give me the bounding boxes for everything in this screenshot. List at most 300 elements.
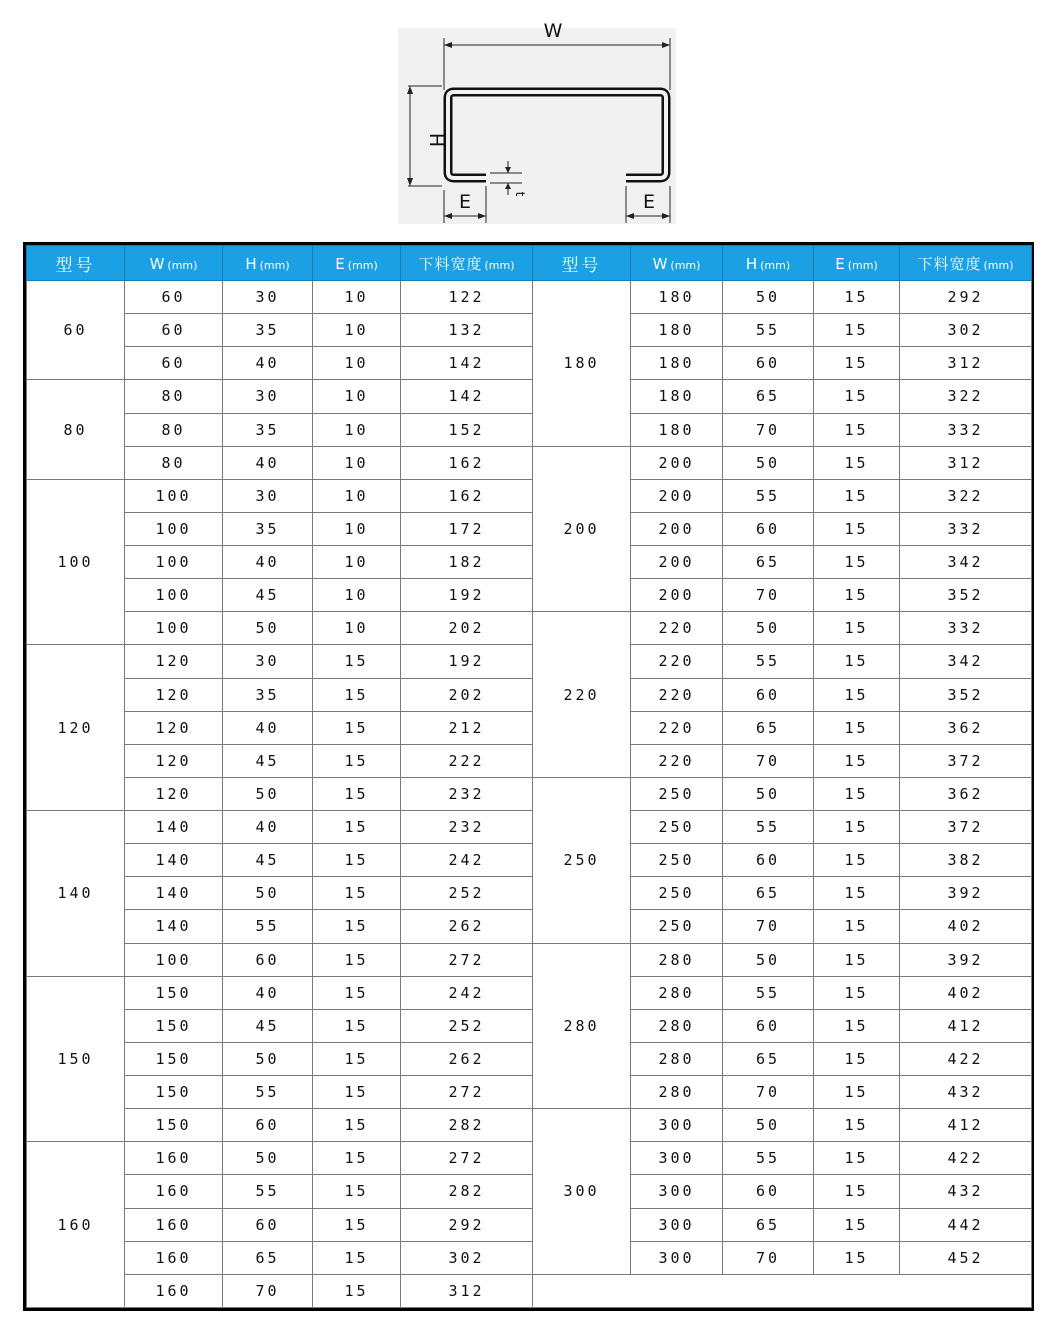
h-cell: 45 [223, 579, 313, 612]
empty-cell [533, 1274, 1032, 1307]
blank-width-cell: 412 [900, 1009, 1032, 1042]
e-cell: 15 [814, 413, 900, 446]
w-cell: 150 [125, 1009, 223, 1042]
e-cell: 15 [313, 777, 401, 810]
table-row [27, 281, 1032, 314]
e-cell: 15 [313, 910, 401, 943]
e-cell: 15 [313, 1009, 401, 1042]
h-cell: 65 [723, 877, 814, 910]
h-cell: 70 [723, 579, 814, 612]
blank-width-cell: 192 [401, 579, 533, 612]
e-cell: 15 [313, 645, 401, 678]
e-cell: 15 [313, 976, 401, 1009]
table-row [27, 314, 1032, 347]
h-cell: 65 [723, 380, 814, 413]
table-row [27, 1076, 1032, 1109]
w-cell: 100 [125, 612, 223, 645]
column-header-unit: (mm) [760, 258, 791, 272]
column-header [631, 246, 723, 281]
column-header [223, 246, 313, 281]
table-body [27, 281, 1032, 1308]
w-cell: 250 [631, 877, 723, 910]
h-cell: 65 [723, 546, 814, 579]
w-cell: 160 [125, 1241, 223, 1274]
h-cell: 70 [723, 744, 814, 777]
e-cell: 15 [814, 479, 900, 512]
e-cell: 15 [814, 711, 900, 744]
w-cell: 200 [631, 479, 723, 512]
blank-width-cell: 332 [900, 413, 1032, 446]
blank-width-cell: 142 [401, 380, 533, 413]
w-cell: 300 [631, 1241, 723, 1274]
table-row [27, 744, 1032, 777]
table-row [27, 910, 1032, 943]
w-cell: 280 [631, 1009, 723, 1042]
c-channel-drawing [398, 18, 680, 228]
w-cell: 220 [631, 612, 723, 645]
blank-width-cell: 422 [900, 1142, 1032, 1175]
table-row [27, 678, 1032, 711]
w-cell: 120 [125, 744, 223, 777]
table-row [27, 1175, 1032, 1208]
w-cell: 250 [631, 811, 723, 844]
w-cell: 60 [125, 347, 223, 380]
blank-width-cell: 362 [900, 711, 1032, 744]
blank-width-cell: 162 [401, 446, 533, 479]
blank-width-cell: 342 [900, 546, 1032, 579]
w-cell: 200 [631, 546, 723, 579]
h-cell: 50 [723, 1109, 814, 1142]
e-cell: 15 [313, 1241, 401, 1274]
w-cell: 140 [125, 877, 223, 910]
blank-width-cell: 152 [401, 413, 533, 446]
c-channel-diagram [398, 18, 680, 228]
e-cell: 15 [313, 1042, 401, 1075]
model-cell: 80 [27, 380, 125, 479]
blank-width-cell: 422 [900, 1042, 1032, 1075]
h-cell: 60 [723, 1009, 814, 1042]
e-cell: 15 [814, 1241, 900, 1274]
h-cell: 60 [223, 943, 313, 976]
e-cell: 15 [814, 910, 900, 943]
h-label: H [425, 132, 447, 148]
w-cell: 280 [631, 1076, 723, 1109]
h-cell: 60 [723, 844, 814, 877]
e-cell: 15 [814, 844, 900, 877]
column-header [814, 246, 900, 281]
e-cell: 10 [313, 413, 401, 446]
h-cell: 30 [223, 645, 313, 678]
blank-width-cell: 382 [900, 844, 1032, 877]
e-cell: 15 [313, 678, 401, 711]
w-cell: 140 [125, 910, 223, 943]
w-cell: 80 [125, 413, 223, 446]
e-cell: 15 [814, 281, 900, 314]
w-cell: 180 [631, 314, 723, 347]
blank-width-cell: 212 [401, 711, 533, 744]
e-cell: 15 [814, 811, 900, 844]
table-row [27, 512, 1032, 545]
table-row [27, 413, 1032, 446]
e-left-label: E [458, 191, 472, 213]
blank-width-cell: 452 [900, 1241, 1032, 1274]
column-header-label: 型号 [55, 255, 96, 276]
h-cell: 50 [723, 446, 814, 479]
e-cell: 15 [313, 1274, 401, 1307]
column-header-unit: (mm) [259, 258, 290, 272]
h-cell: 35 [223, 678, 313, 711]
h-cell: 35 [223, 512, 313, 545]
h-cell: 35 [223, 413, 313, 446]
blank-width-cell: 272 [401, 1076, 533, 1109]
w-cell: 280 [631, 1042, 723, 1075]
blank-width-cell: 402 [900, 976, 1032, 1009]
e-cell: 15 [313, 877, 401, 910]
blank-width-cell: 292 [401, 1208, 533, 1241]
e-cell: 15 [814, 1009, 900, 1042]
blank-width-cell: 332 [900, 512, 1032, 545]
column-header-label: E [835, 254, 846, 273]
blank-width-cell: 132 [401, 314, 533, 347]
w-cell: 280 [631, 976, 723, 1009]
model-cell: 120 [27, 645, 125, 811]
blank-width-cell: 392 [900, 877, 1032, 910]
w-cell: 250 [631, 910, 723, 943]
h-cell: 70 [723, 910, 814, 943]
blank-width-cell: 122 [401, 281, 533, 314]
model-cell: 300 [533, 1109, 631, 1275]
e-cell: 10 [313, 612, 401, 645]
w-cell: 160 [125, 1175, 223, 1208]
h-cell: 40 [223, 546, 313, 579]
table-row [27, 579, 1032, 612]
blank-width-cell: 262 [401, 1042, 533, 1075]
w-cell: 160 [125, 1208, 223, 1241]
w-cell: 180 [631, 281, 723, 314]
column-header [313, 246, 401, 281]
e-right-label: E [642, 191, 656, 213]
table-row [27, 811, 1032, 844]
e-cell: 10 [313, 281, 401, 314]
e-cell: 15 [814, 1175, 900, 1208]
model-cell: 250 [533, 777, 631, 943]
blank-width-cell: 272 [401, 1142, 533, 1175]
table-row [27, 645, 1032, 678]
blank-width-cell: 242 [401, 844, 533, 877]
e-cell: 15 [814, 1076, 900, 1109]
table-row [27, 1208, 1032, 1241]
table-row [27, 546, 1032, 579]
column-header-unit: (mm) [347, 258, 378, 272]
table-row [27, 844, 1032, 877]
e-cell: 10 [313, 546, 401, 579]
h-cell: 45 [223, 744, 313, 777]
w-cell: 100 [125, 546, 223, 579]
model-cell: 220 [533, 612, 631, 778]
e-cell: 10 [313, 579, 401, 612]
blank-width-cell: 312 [401, 1274, 533, 1307]
column-header [27, 246, 125, 281]
w-cell: 120 [125, 678, 223, 711]
h-cell: 45 [223, 1009, 313, 1042]
w-cell: 220 [631, 711, 723, 744]
h-cell: 60 [723, 347, 814, 380]
table-row [27, 612, 1032, 645]
h-cell: 55 [723, 811, 814, 844]
e-cell: 15 [814, 1142, 900, 1175]
blank-width-cell: 292 [900, 281, 1032, 314]
w-cell: 120 [125, 711, 223, 744]
w-cell: 300 [631, 1175, 723, 1208]
column-header-unit: (mm) [670, 258, 701, 272]
e-cell: 15 [313, 1109, 401, 1142]
h-cell: 60 [223, 1208, 313, 1241]
table-row [27, 777, 1032, 810]
h-cell: 60 [723, 678, 814, 711]
table-row [27, 1042, 1032, 1075]
column-header-unit: (mm) [847, 258, 878, 272]
h-cell: 50 [723, 943, 814, 976]
e-cell: 10 [313, 446, 401, 479]
column-header [125, 246, 223, 281]
h-cell: 70 [723, 413, 814, 446]
blank-width-cell: 372 [900, 744, 1032, 777]
blank-width-cell: 432 [900, 1175, 1032, 1208]
h-cell: 50 [223, 612, 313, 645]
blank-width-cell: 322 [900, 479, 1032, 512]
model-cell: 150 [27, 976, 125, 1142]
t-label: t [513, 191, 527, 197]
blank-width-cell: 352 [900, 678, 1032, 711]
e-cell: 15 [814, 512, 900, 545]
e-cell: 15 [313, 844, 401, 877]
h-cell: 65 [723, 711, 814, 744]
e-cell: 15 [313, 744, 401, 777]
column-header-label: 型号 [561, 255, 602, 276]
blank-width-cell: 222 [401, 744, 533, 777]
e-cell: 15 [313, 1076, 401, 1109]
e-cell: 15 [313, 1208, 401, 1241]
column-header [723, 246, 814, 281]
column-header-label: E [335, 254, 346, 273]
e-cell: 10 [313, 479, 401, 512]
h-cell: 60 [223, 1109, 313, 1142]
table-row [27, 976, 1032, 1009]
e-cell: 15 [313, 1175, 401, 1208]
blank-width-cell: 192 [401, 645, 533, 678]
h-cell: 70 [723, 1076, 814, 1109]
blank-width-cell: 302 [401, 1241, 533, 1274]
w-cell: 60 [125, 281, 223, 314]
e-cell: 15 [814, 1208, 900, 1241]
w-cell: 100 [125, 512, 223, 545]
column-header-unit: (mm) [167, 258, 198, 272]
blank-width-cell: 202 [401, 612, 533, 645]
blank-width-cell: 252 [401, 877, 533, 910]
blank-width-cell: 312 [900, 347, 1032, 380]
w-cell: 100 [125, 479, 223, 512]
w-cell: 80 [125, 380, 223, 413]
e-cell: 15 [814, 744, 900, 777]
column-header-label: 下料宽度 [917, 254, 982, 273]
blank-width-cell: 232 [401, 777, 533, 810]
e-cell: 15 [313, 943, 401, 976]
blank-width-cell: 432 [900, 1076, 1032, 1109]
blank-width-cell: 302 [900, 314, 1032, 347]
table-row [27, 446, 1032, 479]
h-cell: 65 [223, 1241, 313, 1274]
e-cell: 15 [814, 446, 900, 479]
e-cell: 15 [814, 976, 900, 1009]
e-cell: 15 [814, 777, 900, 810]
h-cell: 55 [723, 314, 814, 347]
table-row [27, 1241, 1032, 1274]
model-cell: 160 [27, 1142, 125, 1308]
e-cell: 15 [814, 612, 900, 645]
h-cell: 40 [223, 446, 313, 479]
blank-width-cell: 332 [900, 612, 1032, 645]
blank-width-cell: 252 [401, 1009, 533, 1042]
column-header-unit: (mm) [983, 258, 1014, 272]
w-cell: 300 [631, 1208, 723, 1241]
e-cell: 15 [313, 811, 401, 844]
model-cell: 280 [533, 943, 631, 1109]
h-cell: 40 [223, 711, 313, 744]
blank-width-cell: 232 [401, 811, 533, 844]
table-row [27, 1142, 1032, 1175]
blank-width-cell: 412 [900, 1109, 1032, 1142]
h-cell: 50 [723, 777, 814, 810]
h-cell: 55 [223, 1175, 313, 1208]
table-header-row [27, 246, 1032, 281]
e-cell: 15 [814, 678, 900, 711]
blank-width-cell: 392 [900, 943, 1032, 976]
table-row [27, 1009, 1032, 1042]
blank-width-cell: 352 [900, 579, 1032, 612]
e-cell: 15 [814, 314, 900, 347]
e-cell: 10 [313, 314, 401, 347]
blank-width-cell: 172 [401, 512, 533, 545]
table-row [27, 943, 1032, 976]
blank-width-cell: 142 [401, 347, 533, 380]
h-cell: 50 [223, 777, 313, 810]
table-row [27, 479, 1032, 512]
w-cell: 300 [631, 1109, 723, 1142]
w-cell: 100 [125, 943, 223, 976]
w-cell: 180 [631, 347, 723, 380]
h-cell: 30 [223, 281, 313, 314]
h-cell: 70 [723, 1241, 814, 1274]
blank-width-cell: 272 [401, 943, 533, 976]
w-cell: 220 [631, 744, 723, 777]
blank-width-cell: 162 [401, 479, 533, 512]
h-cell: 30 [223, 380, 313, 413]
e-cell: 15 [814, 1042, 900, 1075]
blank-width-cell: 442 [900, 1208, 1032, 1241]
h-cell: 50 [223, 1142, 313, 1175]
e-cell: 15 [814, 546, 900, 579]
model-cell: 200 [533, 446, 631, 612]
table-row [27, 877, 1032, 910]
h-cell: 55 [723, 976, 814, 1009]
w-label: W [543, 20, 563, 42]
e-cell: 15 [313, 1142, 401, 1175]
table-row [27, 711, 1032, 744]
h-cell: 55 [723, 645, 814, 678]
e-cell: 10 [313, 380, 401, 413]
w-cell: 180 [631, 380, 723, 413]
e-cell: 10 [313, 512, 401, 545]
h-cell: 55 [723, 1142, 814, 1175]
h-cell: 55 [223, 1076, 313, 1109]
h-cell: 50 [723, 281, 814, 314]
w-cell: 200 [631, 446, 723, 479]
table-row [27, 1274, 1032, 1307]
w-cell: 120 [125, 777, 223, 810]
column-header-label: W [149, 254, 166, 273]
column-header-label: H [245, 254, 258, 273]
column-header-label: 下料宽度 [418, 254, 483, 273]
w-cell: 60 [125, 314, 223, 347]
h-cell: 40 [223, 811, 313, 844]
w-cell: 220 [631, 645, 723, 678]
h-cell: 70 [223, 1274, 313, 1307]
column-header [401, 246, 533, 281]
w-cell: 160 [125, 1142, 223, 1175]
column-header [533, 246, 631, 281]
table-row [27, 1109, 1032, 1142]
table-row [27, 347, 1032, 380]
model-cell: 180 [533, 281, 631, 447]
h-cell: 65 [723, 1042, 814, 1075]
h-cell: 60 [723, 512, 814, 545]
w-cell: 300 [631, 1142, 723, 1175]
model-cell: 60 [27, 281, 125, 380]
column-header-label: H [745, 254, 759, 273]
h-cell: 40 [223, 347, 313, 380]
blank-width-cell: 242 [401, 976, 533, 1009]
e-cell: 15 [814, 347, 900, 380]
h-cell: 50 [223, 877, 313, 910]
e-cell: 10 [313, 347, 401, 380]
model-cell: 100 [27, 479, 125, 645]
blank-width-cell: 202 [401, 678, 533, 711]
blank-width-cell: 372 [900, 811, 1032, 844]
w-cell: 80 [125, 446, 223, 479]
e-cell: 15 [814, 1109, 900, 1142]
h-cell: 50 [723, 612, 814, 645]
blank-width-cell: 282 [401, 1109, 533, 1142]
blank-width-cell: 312 [900, 446, 1032, 479]
h-cell: 30 [223, 479, 313, 512]
h-cell: 40 [223, 976, 313, 1009]
w-cell: 160 [125, 1274, 223, 1307]
w-cell: 150 [125, 976, 223, 1009]
e-cell: 15 [814, 380, 900, 413]
h-cell: 60 [723, 1175, 814, 1208]
blank-width-cell: 182 [401, 546, 533, 579]
w-cell: 100 [125, 579, 223, 612]
blank-width-cell: 402 [900, 910, 1032, 943]
w-cell: 220 [631, 678, 723, 711]
h-cell: 45 [223, 844, 313, 877]
w-cell: 280 [631, 943, 723, 976]
spec-table [26, 245, 1032, 1308]
w-cell: 200 [631, 579, 723, 612]
h-cell: 55 [723, 479, 814, 512]
w-cell: 250 [631, 844, 723, 877]
blank-width-cell: 342 [900, 645, 1032, 678]
